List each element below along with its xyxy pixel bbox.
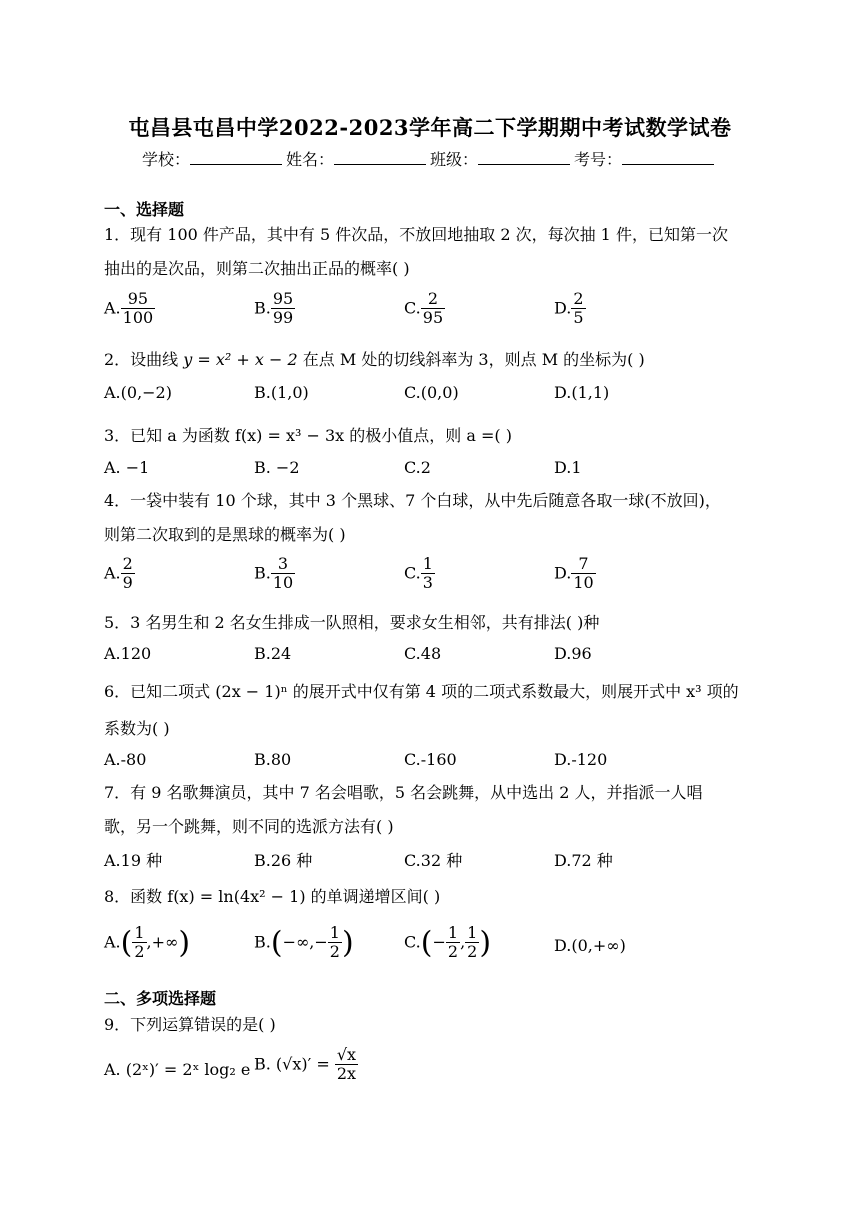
q8-c-den2: 2 — [467, 942, 478, 962]
q4-line1: 4．一袋中装有 10 个球，其中 3 个黑球、7 个白球，从中先后随意各取一球(不放回)， — [104, 491, 721, 510]
q5-option-c[interactable]: C.48 — [404, 644, 442, 663]
q1-a-den: 100 — [122, 308, 154, 328]
q1-option-d[interactable] — [554, 290, 586, 328]
q1-d-den: 5 — [573, 308, 584, 328]
q3-option-d[interactable]: D.1 — [554, 458, 582, 477]
q4-c-label: C. — [404, 563, 421, 583]
q2-option-b[interactable]: B.(1,0) — [254, 383, 309, 402]
field-id-label: 考号： — [574, 150, 623, 169]
q8-c-lparen: ( — [420, 925, 433, 961]
student-info-row — [0, 147, 860, 170]
q9-b-den: 2x — [336, 1064, 357, 1084]
q3-option-b[interactable]: B. −2 — [254, 458, 300, 477]
q1-option-c[interactable] — [404, 290, 445, 328]
q1-a-num: 95 — [121, 290, 156, 309]
q1-c-den: 95 — [422, 308, 444, 328]
q2-option-a[interactable]: A.(0,−2) — [104, 383, 172, 402]
q8-b-den: 2 — [329, 942, 340, 962]
q1-d-num: 2 — [573, 289, 584, 308]
q1-b-den: 99 — [272, 308, 294, 328]
section-heading-choice: 一、选择题 — [104, 200, 185, 219]
q8-c-num1: 1 — [447, 923, 459, 942]
q9-stem: 9．下列运算错误的是( ) — [104, 1015, 276, 1034]
q7-option-c[interactable]: C.32 种 — [404, 851, 463, 870]
q5-option-d[interactable]: D.96 — [554, 644, 592, 663]
q8-c-num2: 1 — [467, 923, 478, 942]
q8-c-den1: 2 — [447, 942, 459, 962]
q3-option-c[interactable]: C.2 — [404, 458, 431, 477]
q9-b-pre: B. (√x)′ = — [254, 1054, 335, 1074]
q9-b-num: √x — [336, 1045, 357, 1064]
q4-d-fraction — [571, 555, 595, 593]
field-class-blank[interactable] — [478, 150, 570, 165]
q8-c-fraction2 — [465, 924, 479, 962]
q8-option-a[interactable] — [104, 924, 190, 962]
q5-option-a[interactable]: A.120 — [104, 644, 152, 663]
q2-option-c[interactable]: C.(0,0) — [404, 383, 459, 402]
q8-b-rparen: ) — [341, 925, 354, 961]
q3-option-a[interactable]: A. −1 — [104, 458, 150, 477]
q1-option-b[interactable] — [254, 290, 295, 328]
field-school-label: 学校： — [141, 150, 190, 169]
q1-c-fraction — [421, 290, 445, 328]
q4-d-den: 10 — [573, 573, 594, 593]
q5-option-b[interactable]: B.24 — [254, 644, 292, 663]
field-id-blank[interactable] — [622, 150, 714, 165]
q9-option-b[interactable] — [254, 1046, 358, 1084]
field-class-label: 班级： — [430, 150, 479, 169]
q8-a-post: ,+∞ — [146, 932, 179, 952]
q6-option-c[interactable]: C.-160 — [404, 750, 457, 769]
q9-option-a[interactable]: A. (2ˣ)′ = 2ˣ log₂ e — [104, 1060, 251, 1079]
q1-a-fraction — [121, 290, 156, 328]
q8-b-label: B. — [254, 932, 271, 952]
section-heading-multi: 二、多项选择题 — [104, 989, 217, 1008]
q1-a-label: A. — [104, 298, 121, 318]
q8-a-label: A. — [104, 932, 121, 952]
q1-option-a[interactable] — [104, 290, 155, 328]
q4-b-num: 3 — [271, 555, 295, 574]
q4-a-num: 2 — [122, 554, 133, 573]
q4-c-den: 3 — [422, 573, 433, 593]
q2-option-d[interactable]: D.(1,1) — [554, 383, 610, 402]
q6-line1: 6．已知二项式 (2x − 1)ⁿ 的展开式中仅有第 4 项的二项式系数最大，则展开式中 x³ 项的 — [104, 682, 739, 701]
q8-option-c[interactable] — [404, 924, 491, 962]
q8-a-den: 2 — [134, 942, 145, 962]
q5-stem: 5．3 名男生和 2 名女生排成一队照相，要求女生相邻，共有排法( )种 — [104, 613, 600, 632]
q1-d-label: D. — [554, 298, 572, 318]
q8-b-pre: −∞,− — [282, 932, 328, 952]
q4-line2: 则第二次取到的是黑球的概率为( ) — [104, 525, 346, 544]
q4-d-label: D. — [554, 563, 572, 583]
q8-a-num: 1 — [134, 923, 145, 942]
q7-option-b[interactable]: B.26 种 — [254, 851, 313, 870]
q4-b-den: 10 — [272, 573, 294, 593]
field-name-blank[interactable] — [334, 150, 426, 165]
q9-b-fraction — [335, 1046, 358, 1084]
q1-c-label: C. — [404, 298, 421, 318]
q1-d-fraction — [571, 290, 585, 328]
q4-a-fraction — [121, 555, 135, 593]
q7-line2: 歌，另一个跳舞，则不同的选派方法有( ) — [104, 817, 394, 836]
q8-a-rparen: ) — [178, 925, 191, 961]
q8-c-fraction1 — [446, 924, 460, 962]
q8-b-fraction — [328, 924, 342, 962]
q2-stem — [104, 347, 645, 370]
q8-a-fraction — [132, 924, 146, 962]
q1-b-num: 95 — [272, 289, 294, 308]
q6-option-a[interactable]: A.-80 — [104, 750, 147, 769]
q1-line1: 1．现有 100 件产品，其中有 5 件次品，不放回地抽取 2 次，每次抽 1 件，已知第一次 — [104, 225, 728, 244]
q7-option-d[interactable]: D.72 种 — [554, 851, 613, 870]
q4-a-den: 9 — [122, 573, 133, 593]
q4-option-b[interactable] — [254, 555, 295, 593]
q6-option-d[interactable]: D.-120 — [554, 750, 608, 769]
q8-c-mid: , — [460, 932, 466, 952]
q4-d-num: 7 — [571, 555, 595, 574]
q8-c-pre: − — [432, 932, 446, 952]
exam-title: 屯昌县屯昌中学2022-2023学年高二下学期期中考试数学试卷 — [128, 115, 732, 140]
q7-line1: 7．有 9 名歌舞演员，其中 7 名会唱歌，5 名会跳舞，从中选出 2 人，并指派一人唱 — [104, 783, 703, 802]
q1-b-label: B. — [254, 298, 271, 318]
q8-c-label: C. — [404, 932, 421, 952]
q8-option-d[interactable]: D.(0,+∞) — [554, 936, 626, 955]
q1-line2: 抽出的是次品，则第二次抽出正品的概率( ) — [104, 259, 410, 278]
q4-c-num: 1 — [422, 554, 433, 573]
q6-option-b[interactable]: B.80 — [254, 750, 292, 769]
q4-option-c[interactable] — [404, 555, 435, 593]
q4-option-a[interactable] — [104, 555, 135, 593]
q2-pre: 2．设曲线 — [104, 350, 184, 369]
q8-b-lparen: ( — [270, 925, 283, 961]
q8-c-rparen: ) — [479, 925, 492, 961]
field-name-label: 姓名： — [285, 150, 334, 169]
q8-a-lparen: ( — [120, 925, 133, 961]
field-school-blank[interactable] — [190, 150, 282, 165]
q4-c-fraction — [421, 555, 435, 593]
q2-expression: y = x² + x − 2 — [183, 350, 298, 369]
q8-stem: 8．函数 f(x) = ln(4x² − 1) 的单调递增区间( ) — [104, 887, 441, 906]
q6-line2: 系数为( ) — [104, 719, 170, 738]
q4-a-label: A. — [104, 563, 121, 583]
q4-option-d[interactable] — [554, 555, 596, 593]
q8-b-num: 1 — [329, 923, 340, 942]
q3-stem: 3．已知 a 为函数 f(x) = x³ − 3x 的极小值点，则 a =( ) — [104, 426, 512, 445]
q1-b-fraction — [271, 290, 295, 328]
q2-post: 在点 M 处的切线斜率为 3，则点 M 的坐标为( ) — [297, 350, 645, 369]
q4-b-label: B. — [254, 563, 271, 583]
q4-b-fraction — [271, 555, 295, 593]
q1-c-num: 2 — [421, 290, 445, 309]
q7-option-a[interactable]: A.19 种 — [104, 851, 163, 870]
q8-option-b[interactable] — [254, 924, 354, 962]
